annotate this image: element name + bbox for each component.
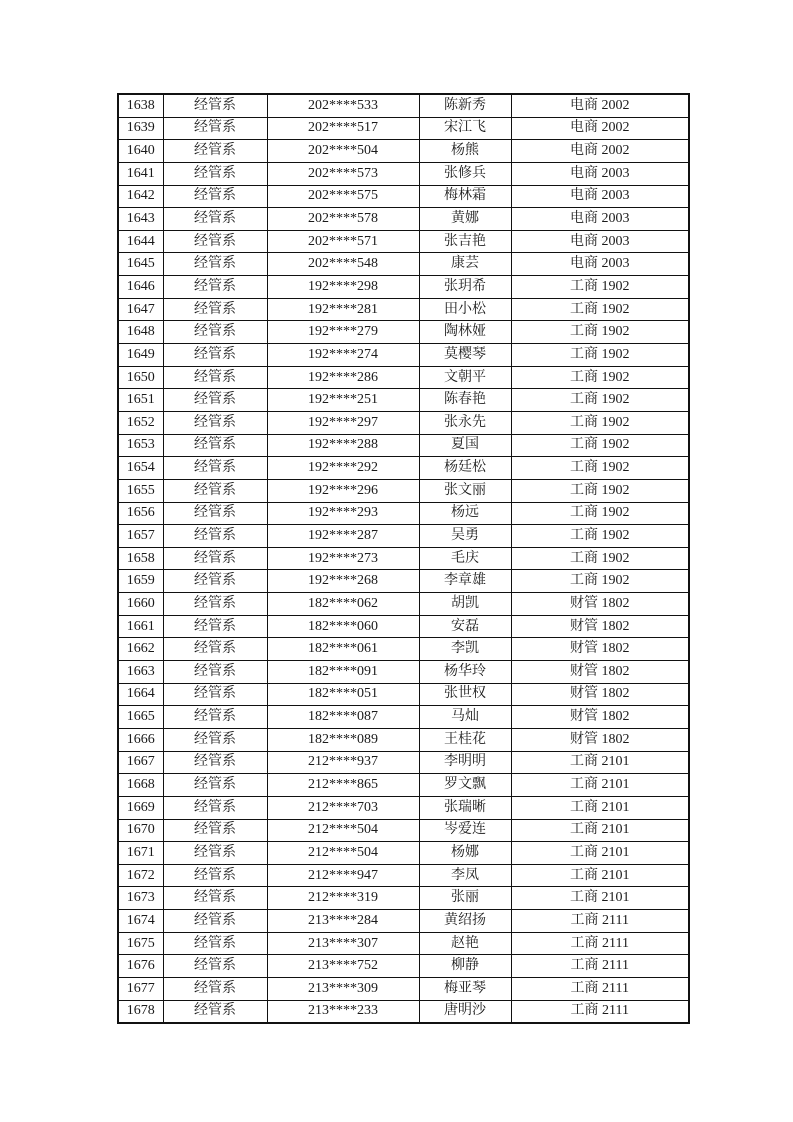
cell-student-id: 212****703 xyxy=(267,796,419,819)
cell-student-name: 张世权 xyxy=(419,683,511,706)
student-table-body xyxy=(118,94,689,1023)
cell-student-id: 192****281 xyxy=(267,298,419,321)
cell-department: 经管系 xyxy=(163,434,267,457)
cell-class: 工商 1902 xyxy=(511,457,689,480)
cell-student-name: 陈新秀 xyxy=(419,94,511,117)
cell-row-number: 1677 xyxy=(118,977,163,1000)
cell-class: 电商 2002 xyxy=(511,94,689,117)
cell-class: 工商 1902 xyxy=(511,276,689,299)
cell-student-id: 192****296 xyxy=(267,479,419,502)
cell-department: 经管系 xyxy=(163,887,267,910)
cell-student-name: 李凯 xyxy=(419,638,511,661)
table-row xyxy=(118,955,689,978)
cell-student-name: 李凤 xyxy=(419,864,511,887)
cell-row-number: 1654 xyxy=(118,457,163,480)
table-row xyxy=(118,728,689,751)
table-row xyxy=(118,185,689,208)
cell-department: 经管系 xyxy=(163,230,267,253)
cell-student-name: 陈春艳 xyxy=(419,389,511,412)
cell-student-id: 192****293 xyxy=(267,502,419,525)
cell-student-name: 杨熊 xyxy=(419,140,511,163)
cell-student-id: 213****307 xyxy=(267,932,419,955)
cell-student-id: 192****286 xyxy=(267,366,419,389)
cell-student-name: 陶林娅 xyxy=(419,321,511,344)
cell-student-id: 212****319 xyxy=(267,887,419,910)
cell-student-id: 182****062 xyxy=(267,593,419,616)
cell-student-id: 192****287 xyxy=(267,525,419,548)
cell-row-number: 1653 xyxy=(118,434,163,457)
cell-student-id: 182****087 xyxy=(267,706,419,729)
cell-department: 经管系 xyxy=(163,615,267,638)
table-row xyxy=(118,253,689,276)
cell-student-name: 安磊 xyxy=(419,615,511,638)
cell-class: 工商 1902 xyxy=(511,570,689,593)
cell-class: 工商 1902 xyxy=(511,502,689,525)
cell-student-id: 213****309 xyxy=(267,977,419,1000)
cell-class: 财管 1802 xyxy=(511,661,689,684)
cell-department: 经管系 xyxy=(163,774,267,797)
cell-student-name: 唐明沙 xyxy=(419,1000,511,1023)
cell-student-name: 张瑞晰 xyxy=(419,796,511,819)
cell-student-name: 赵艳 xyxy=(419,932,511,955)
table-row xyxy=(118,774,689,797)
table-row xyxy=(118,208,689,231)
table-row xyxy=(118,434,689,457)
cell-row-number: 1664 xyxy=(118,683,163,706)
cell-student-name: 黄娜 xyxy=(419,208,511,231)
cell-student-name: 李章雄 xyxy=(419,570,511,593)
cell-department: 经管系 xyxy=(163,706,267,729)
cell-student-name: 杨廷松 xyxy=(419,457,511,480)
cell-row-number: 1645 xyxy=(118,253,163,276)
cell-student-name: 岑爱连 xyxy=(419,819,511,842)
cell-department: 经管系 xyxy=(163,411,267,434)
table-row xyxy=(118,661,689,684)
table-row xyxy=(118,751,689,774)
table-row xyxy=(118,706,689,729)
table-row xyxy=(118,230,689,253)
cell-row-number: 1639 xyxy=(118,117,163,140)
cell-row-number: 1675 xyxy=(118,932,163,955)
cell-department: 经管系 xyxy=(163,751,267,774)
cell-class: 工商 2111 xyxy=(511,910,689,933)
cell-department: 经管系 xyxy=(163,910,267,933)
table-row xyxy=(118,525,689,548)
cell-class: 工商 1902 xyxy=(511,525,689,548)
cell-student-name: 吴勇 xyxy=(419,525,511,548)
table-row xyxy=(118,457,689,480)
cell-row-number: 1648 xyxy=(118,321,163,344)
cell-student-id: 202****504 xyxy=(267,140,419,163)
cell-student-id: 213****752 xyxy=(267,955,419,978)
cell-class: 工商 1902 xyxy=(511,344,689,367)
cell-student-id: 192****268 xyxy=(267,570,419,593)
cell-class: 工商 2101 xyxy=(511,819,689,842)
cell-row-number: 1651 xyxy=(118,389,163,412)
cell-student-name: 杨娜 xyxy=(419,842,511,865)
cell-row-number: 1638 xyxy=(118,94,163,117)
cell-class: 财管 1802 xyxy=(511,615,689,638)
table-row xyxy=(118,932,689,955)
cell-department: 经管系 xyxy=(163,570,267,593)
cell-row-number: 1673 xyxy=(118,887,163,910)
cell-student-name: 康芸 xyxy=(419,253,511,276)
cell-row-number: 1656 xyxy=(118,502,163,525)
table-row xyxy=(118,683,689,706)
cell-class: 电商 2002 xyxy=(511,117,689,140)
cell-class: 电商 2003 xyxy=(511,230,689,253)
cell-department: 经管系 xyxy=(163,344,267,367)
cell-student-name: 梅林霜 xyxy=(419,185,511,208)
cell-student-name: 李明明 xyxy=(419,751,511,774)
cell-student-id: 213****284 xyxy=(267,910,419,933)
cell-class: 工商 2101 xyxy=(511,774,689,797)
cell-student-id: 192****288 xyxy=(267,434,419,457)
cell-row-number: 1642 xyxy=(118,185,163,208)
cell-student-id: 212****947 xyxy=(267,864,419,887)
table-row xyxy=(118,796,689,819)
cell-student-name: 张永先 xyxy=(419,411,511,434)
table-row xyxy=(118,593,689,616)
cell-student-name: 张玥希 xyxy=(419,276,511,299)
table-row xyxy=(118,298,689,321)
cell-row-number: 1670 xyxy=(118,819,163,842)
table-row xyxy=(118,819,689,842)
cell-row-number: 1655 xyxy=(118,479,163,502)
cell-student-name: 张丽 xyxy=(419,887,511,910)
cell-student-name: 文朝平 xyxy=(419,366,511,389)
cell-row-number: 1641 xyxy=(118,162,163,185)
table-row xyxy=(118,910,689,933)
cell-row-number: 1671 xyxy=(118,842,163,865)
cell-class: 电商 2003 xyxy=(511,185,689,208)
table-row xyxy=(118,1000,689,1023)
table-row xyxy=(118,479,689,502)
cell-student-name: 罗文飘 xyxy=(419,774,511,797)
cell-student-name: 黄绍扬 xyxy=(419,910,511,933)
cell-student-id: 213****233 xyxy=(267,1000,419,1023)
cell-row-number: 1658 xyxy=(118,547,163,570)
cell-row-number: 1676 xyxy=(118,955,163,978)
table-row xyxy=(118,502,689,525)
cell-class: 财管 1802 xyxy=(511,638,689,661)
cell-student-id: 192****298 xyxy=(267,276,419,299)
cell-department: 经管系 xyxy=(163,842,267,865)
cell-class: 电商 2003 xyxy=(511,162,689,185)
cell-department: 经管系 xyxy=(163,117,267,140)
cell-row-number: 1661 xyxy=(118,615,163,638)
cell-row-number: 1646 xyxy=(118,276,163,299)
cell-row-number: 1663 xyxy=(118,661,163,684)
cell-student-name: 张吉艳 xyxy=(419,230,511,253)
cell-row-number: 1662 xyxy=(118,638,163,661)
cell-department: 经管系 xyxy=(163,796,267,819)
cell-row-number: 1672 xyxy=(118,864,163,887)
table-row xyxy=(118,977,689,1000)
cell-row-number: 1657 xyxy=(118,525,163,548)
cell-student-id: 182****060 xyxy=(267,615,419,638)
cell-student-id: 212****504 xyxy=(267,819,419,842)
table-row xyxy=(118,638,689,661)
cell-class: 工商 2101 xyxy=(511,751,689,774)
cell-student-name: 张修兵 xyxy=(419,162,511,185)
cell-class: 工商 1902 xyxy=(511,321,689,344)
table-row xyxy=(118,570,689,593)
cell-row-number: 1660 xyxy=(118,593,163,616)
cell-student-id: 202****578 xyxy=(267,208,419,231)
table-row xyxy=(118,547,689,570)
cell-student-name: 莫樱琴 xyxy=(419,344,511,367)
cell-department: 经管系 xyxy=(163,366,267,389)
cell-class: 工商 2101 xyxy=(511,887,689,910)
cell-department: 经管系 xyxy=(163,389,267,412)
cell-class: 工商 1902 xyxy=(511,434,689,457)
cell-student-id: 212****504 xyxy=(267,842,419,865)
table-row xyxy=(118,389,689,412)
cell-student-id: 202****533 xyxy=(267,94,419,117)
cell-row-number: 1643 xyxy=(118,208,163,231)
cell-student-name: 田小松 xyxy=(419,298,511,321)
cell-department: 经管系 xyxy=(163,683,267,706)
cell-department: 经管系 xyxy=(163,457,267,480)
table-row xyxy=(118,864,689,887)
cell-department: 经管系 xyxy=(163,932,267,955)
cell-department: 经管系 xyxy=(163,253,267,276)
cell-student-name: 杨远 xyxy=(419,502,511,525)
cell-student-id: 192****297 xyxy=(267,411,419,434)
cell-class: 财管 1802 xyxy=(511,683,689,706)
table-row xyxy=(118,344,689,367)
cell-row-number: 1659 xyxy=(118,570,163,593)
cell-class: 财管 1802 xyxy=(511,706,689,729)
table-row xyxy=(118,162,689,185)
cell-row-number: 1649 xyxy=(118,344,163,367)
cell-class: 工商 1902 xyxy=(511,366,689,389)
cell-department: 经管系 xyxy=(163,276,267,299)
student-roster-table xyxy=(117,93,690,1024)
cell-class: 工商 1902 xyxy=(511,298,689,321)
cell-student-id: 182****061 xyxy=(267,638,419,661)
cell-student-id: 192****251 xyxy=(267,389,419,412)
cell-student-id: 202****548 xyxy=(267,253,419,276)
cell-row-number: 1674 xyxy=(118,910,163,933)
cell-student-name: 宋江飞 xyxy=(419,117,511,140)
cell-student-id: 212****937 xyxy=(267,751,419,774)
cell-student-id: 182****089 xyxy=(267,728,419,751)
cell-student-name: 柳静 xyxy=(419,955,511,978)
cell-student-id: 192****292 xyxy=(267,457,419,480)
cell-row-number: 1644 xyxy=(118,230,163,253)
cell-class: 电商 2003 xyxy=(511,253,689,276)
cell-row-number: 1669 xyxy=(118,796,163,819)
cell-class: 工商 1902 xyxy=(511,547,689,570)
cell-student-name: 杨华玲 xyxy=(419,661,511,684)
cell-class: 工商 2111 xyxy=(511,932,689,955)
cell-student-id: 212****865 xyxy=(267,774,419,797)
cell-department: 经管系 xyxy=(163,321,267,344)
cell-department: 经管系 xyxy=(163,525,267,548)
cell-class: 工商 2101 xyxy=(511,796,689,819)
cell-row-number: 1652 xyxy=(118,411,163,434)
cell-class: 工商 2111 xyxy=(511,977,689,1000)
cell-department: 经管系 xyxy=(163,955,267,978)
table-row xyxy=(118,140,689,163)
cell-class: 工商 2101 xyxy=(511,864,689,887)
cell-row-number: 1666 xyxy=(118,728,163,751)
cell-student-name: 梅亚琴 xyxy=(419,977,511,1000)
cell-row-number: 1678 xyxy=(118,1000,163,1023)
cell-student-name: 张文丽 xyxy=(419,479,511,502)
cell-student-name: 马灿 xyxy=(419,706,511,729)
cell-department: 经管系 xyxy=(163,162,267,185)
cell-student-name: 王桂花 xyxy=(419,728,511,751)
table-row xyxy=(118,411,689,434)
cell-department: 经管系 xyxy=(163,819,267,842)
cell-class: 工商 2101 xyxy=(511,842,689,865)
cell-student-name: 胡凯 xyxy=(419,593,511,616)
cell-department: 经管系 xyxy=(163,547,267,570)
cell-student-id: 192****274 xyxy=(267,344,419,367)
cell-student-name: 夏国 xyxy=(419,434,511,457)
cell-department: 经管系 xyxy=(163,638,267,661)
cell-row-number: 1668 xyxy=(118,774,163,797)
cell-department: 经管系 xyxy=(163,185,267,208)
cell-student-name: 毛庆 xyxy=(419,547,511,570)
cell-student-id: 202****573 xyxy=(267,162,419,185)
cell-department: 经管系 xyxy=(163,502,267,525)
cell-department: 经管系 xyxy=(163,1000,267,1023)
cell-student-id: 202****517 xyxy=(267,117,419,140)
cell-department: 经管系 xyxy=(163,728,267,751)
cell-department: 经管系 xyxy=(163,864,267,887)
cell-class: 工商 1902 xyxy=(511,479,689,502)
cell-row-number: 1665 xyxy=(118,706,163,729)
cell-row-number: 1667 xyxy=(118,751,163,774)
cell-student-id: 202****575 xyxy=(267,185,419,208)
cell-student-id: 192****273 xyxy=(267,547,419,570)
cell-department: 经管系 xyxy=(163,593,267,616)
cell-class: 财管 1802 xyxy=(511,593,689,616)
cell-class: 电商 2002 xyxy=(511,140,689,163)
cell-department: 经管系 xyxy=(163,208,267,231)
cell-department: 经管系 xyxy=(163,479,267,502)
cell-class: 工商 1902 xyxy=(511,411,689,434)
cell-row-number: 1647 xyxy=(118,298,163,321)
cell-row-number: 1650 xyxy=(118,366,163,389)
table-row xyxy=(118,615,689,638)
cell-student-id: 182****051 xyxy=(267,683,419,706)
cell-class: 电商 2003 xyxy=(511,208,689,231)
cell-student-id: 192****279 xyxy=(267,321,419,344)
cell-department: 经管系 xyxy=(163,661,267,684)
cell-class: 财管 1802 xyxy=(511,728,689,751)
cell-department: 经管系 xyxy=(163,94,267,117)
table-row xyxy=(118,117,689,140)
cell-class: 工商 2111 xyxy=(511,1000,689,1023)
cell-student-id: 202****571 xyxy=(267,230,419,253)
cell-department: 经管系 xyxy=(163,140,267,163)
table-row xyxy=(118,366,689,389)
table-row xyxy=(118,276,689,299)
table-row xyxy=(118,842,689,865)
table-row xyxy=(118,321,689,344)
cell-class: 工商 2111 xyxy=(511,955,689,978)
cell-class: 工商 1902 xyxy=(511,389,689,412)
cell-department: 经管系 xyxy=(163,977,267,1000)
table-row xyxy=(118,94,689,117)
cell-student-id: 182****091 xyxy=(267,661,419,684)
cell-row-number: 1640 xyxy=(118,140,163,163)
cell-department: 经管系 xyxy=(163,298,267,321)
table-row xyxy=(118,887,689,910)
